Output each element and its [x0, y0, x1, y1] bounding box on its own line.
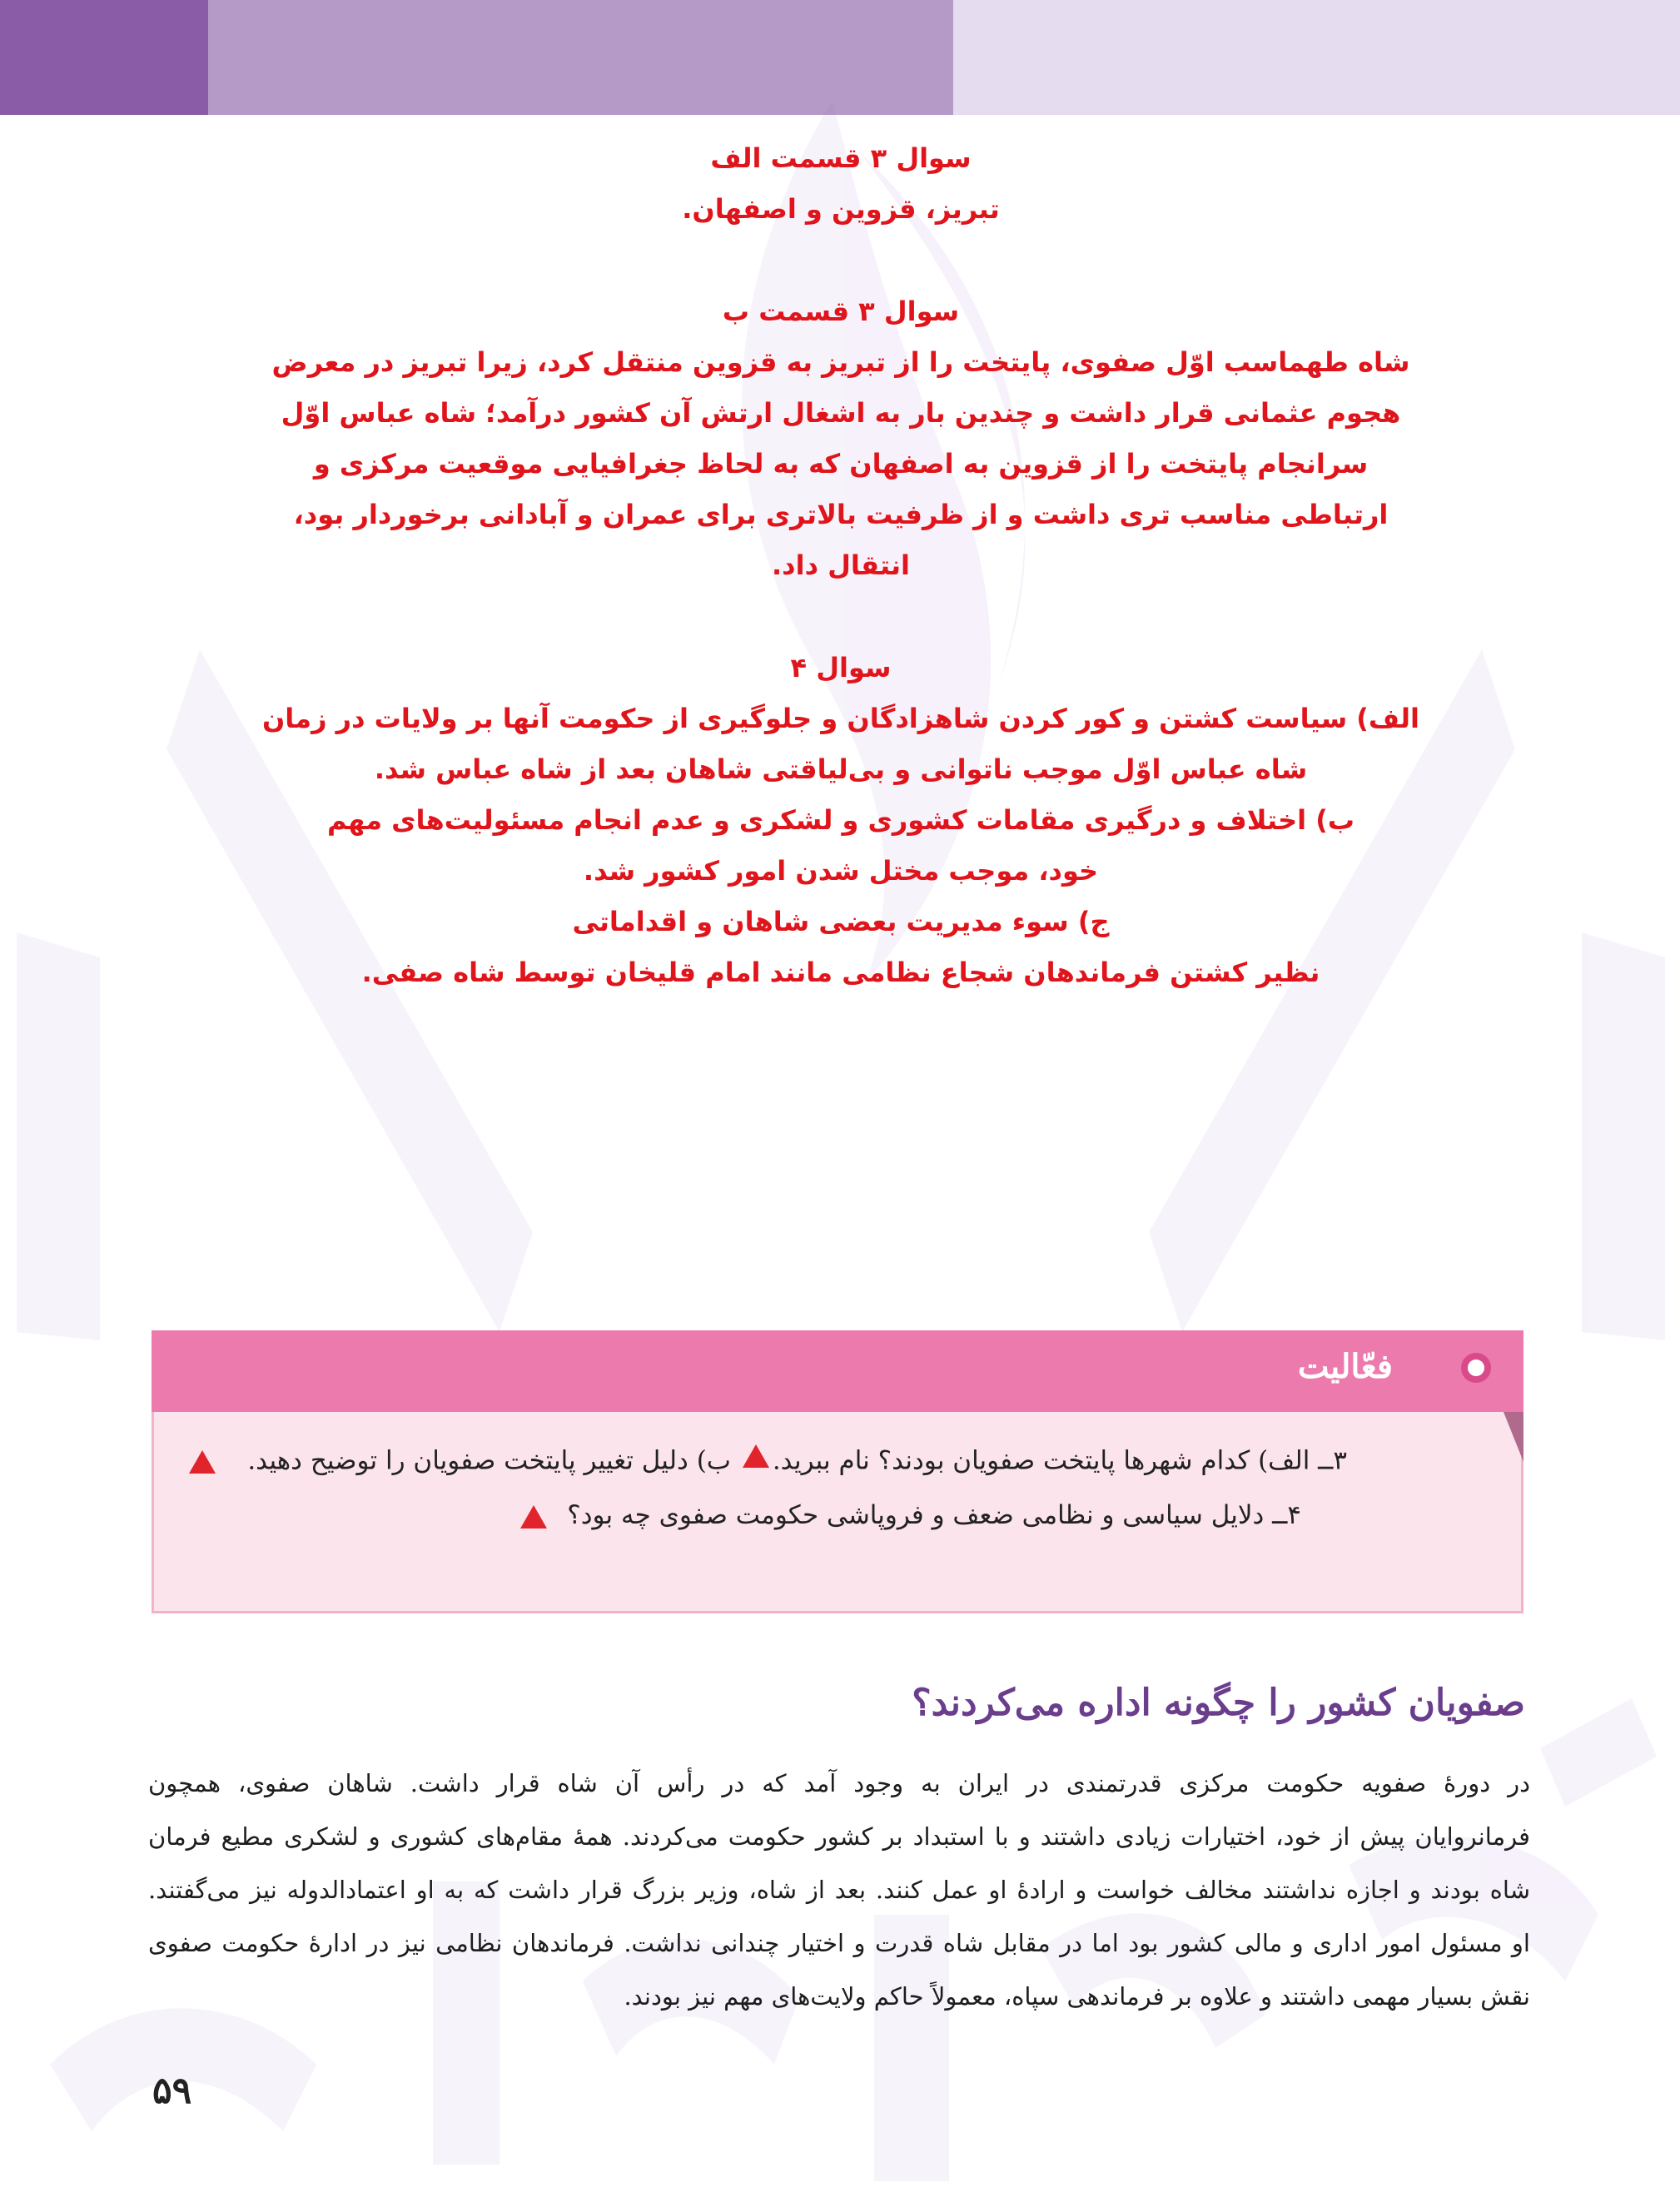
q4-title: سوال ۴: [790, 652, 892, 683]
top-band-mid-segment: [208, 0, 953, 115]
q3b-line: انتقال داد.: [772, 549, 910, 581]
paragraph-line: او مسئول امور اداری و مالی کشور بود اما در مقابل شاه قدرت و اختیار چندانی نداشت. فرماندهان نظامی نیز در ادارهٔ حکومت صفوی: [148, 1929, 1530, 1957]
triangle-marker-icon: [189, 1450, 216, 1474]
q3b-line: شاه طهماسب اوّل صفوی، پایتخت را از تبریز به قزوین منتقل کرد، زیرا تبریز در معرض: [271, 346, 1410, 378]
circle-bullet-icon: [1461, 1353, 1491, 1383]
q4-line: خود، موجب مختل شدن امور کشور شد.: [583, 855, 1099, 887]
q4-line: نظیر کشتن فرماندهان شجاع نظامی مانند امام قلیخان توسط شاه صفی.: [361, 957, 1320, 988]
section-title: صفویان کشور را چگونه اداره می‌کردند؟: [912, 1682, 1525, 1724]
activity-item-1-part-2: ب) دلیل تغییر پایتخت صفویان را توضیح دهید.: [247, 1445, 739, 1476]
q3b-line: سرانجام پایتخت را از قزوین به اصفهان که به لحاظ جغرافیایی موقعیت مرکزی و: [313, 448, 1369, 480]
triangle-marker-icon: [520, 1505, 547, 1529]
paragraph-line: فرمانروایان پیش از خود، اختیارات زیادی داشتند و با استبداد بر کشور حکومت می‌کردند. همهٔ مقام‌های کشوری و لشکری مطیع فرمان: [148, 1822, 1530, 1851]
q3a-title: سوال ۳ قسمت الف: [710, 142, 972, 174]
paragraph-line: نقش بسیار مهمی داشتند و علاوه بر فرماندهی سپاه، معمولاً حاکم ولایت‌های مهم نیز بودند.: [624, 1982, 1530, 2011]
q4-line: شاه عباس اوّل موجب ناتوانی و بی‌لیاقتی شاهان بعد از شاه عباس شد.: [374, 753, 1308, 785]
q3b-line: هجوم عثمانی قرار داشت و چندین بار به اشغال ارتش آن کشور درآمد؛ شاه عباس اوّل: [281, 397, 1401, 429]
answer-block: [250, 133, 1432, 998]
activity-corner-fold: [1504, 1412, 1523, 1462]
q4-line: ج) سوء مدیریت بعضی شاهان و اقداماتی: [572, 906, 1110, 937]
activity-item-2-text: ۴ــ دلایل سیاسی و نظامی ضعف و فروپاشی حکومت صفوی چه بود؟: [567, 1500, 1301, 1530]
q4-line: ب) اختلاف و درگیری مقامات کشوری و لشکری و عدم انجام مسئولیت‌های مهم: [326, 804, 1355, 836]
page-number: ۵۹: [152, 2070, 192, 2112]
paragraph-line: در دورهٔ صفویه حکومت مرکزی قدرتمندی در ایران به وجود آمد که در رأس آن شاه قرار داشت. شاهان صفوی، همچون: [148, 1769, 1530, 1797]
activity-item-2: [520, 1500, 1301, 1530]
activity-item-1-part-1: ۳ــ الف) کدام شهرها پایتخت صفویان بودند؟ نام ببرید.: [772, 1445, 1347, 1476]
activity-title: فعّالیت: [1297, 1347, 1393, 1386]
activity-item-1: [189, 1444, 1347, 1479]
q3b-title: سوال ۳ قسمت ب: [722, 296, 960, 327]
q4-line: الف) سیاست کشتن و کور کردن شاهزادگان و جلوگیری از حکومت آنها بر ولایات در زمان: [261, 703, 1420, 734]
section-paragraph: [148, 1757, 1530, 2023]
q3a-answer: تبریز، قزوین و اصفهان.: [682, 193, 1000, 225]
top-band-light-segment: [953, 0, 1680, 115]
top-decorative-band: [0, 0, 1680, 115]
top-band-dark-segment: [0, 0, 208, 115]
paragraph-line: شاه بودند و اجازه نداشتند مخالف خواست و ارادهٔ او عمل کنند. بعد از شاه، وزیر بزرگ قرار داشت که به او اعتمادالدوله نیز می‌گفتند.: [148, 1876, 1530, 1904]
q3b-line: ارتباطی مناسب تری داشت و از ظرفیت بالاتری برای عمران و آبادانی برخوردار بود،: [293, 499, 1389, 530]
triangle-marker-icon: [743, 1444, 769, 1468]
